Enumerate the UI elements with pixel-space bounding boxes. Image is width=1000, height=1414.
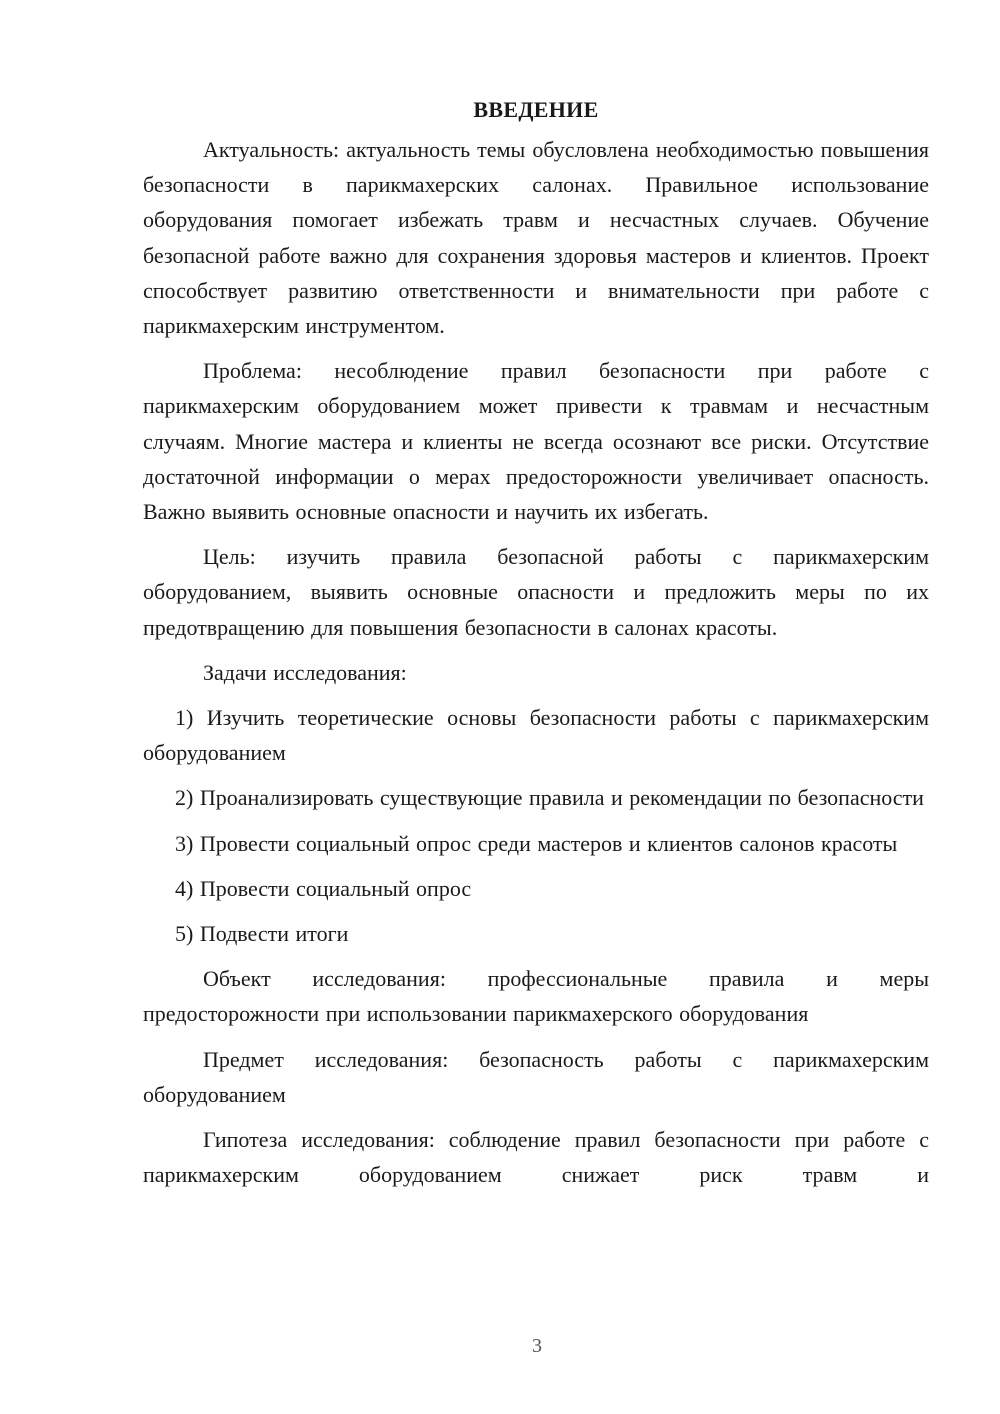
tasks-heading: Задачи исследования: bbox=[203, 659, 407, 685]
section-title: ВВЕДЕНИЕ bbox=[473, 97, 599, 122]
task-item: 1) Изучить теоретические основы безопасности работы с парикмахерским оборудованием bbox=[143, 705, 929, 766]
paragraph-problem: Проблема: несоблюдение правил безопасности при работе с парикмахерским оборудованием может привести к травмам и несчастным случаям. Многие мастера и клиенты не всегда осознают все риски. Отсутствие достаточной информации о мерах предосторожности увеличивает опасность. Важно выявить основные опасности и научить их избегать. bbox=[143, 358, 929, 525]
paragraph-relevance: Актуальность: актуальность темы обусловлена необходимостью повышения безопасности в парикмахерских салонах. Правильное использование оборудования помогает избежать травм и несчастных случаев. Обучение безопасной работе важно для сохранения здоровья мастеров и клиентов. Проект способствует развитию ответственности и внимательности при работе с парикмахерским инструментом. bbox=[143, 137, 929, 339]
task-item: 3) Провести социальный опрос среди мастеров и клиентов салонов красоты bbox=[175, 830, 898, 856]
task-item: 5) Подвести итоги bbox=[175, 921, 349, 947]
paragraph-hypothesis: Гипотеза исследования: соблюдение правил безопасности при работе с парикмахерским оборудованием снижает риск травм и bbox=[143, 1127, 929, 1188]
task-item: 4) Провести социальный опрос bbox=[175, 875, 472, 901]
document-page bbox=[143, 92, 929, 1202]
paragraph-object: Объект исследования: профессиональные правила и меры предосторожности при использовании парикмахерского оборудования bbox=[143, 966, 929, 1027]
page-number: 3 bbox=[532, 1335, 542, 1357]
paragraph-subject: Предмет исследования: безопасность работы с парикмахерским оборудованием bbox=[143, 1046, 929, 1107]
paragraph-goal: Цель: изучить правила безопасной работы с парикмахерским оборудованием, выявить основные опасности и предложить меры по их предотвращению для повышения безопасности в салонах красоты. bbox=[143, 544, 929, 640]
task-item: 2) Проанализировать существующие правила и рекомендации по безопасности bbox=[175, 785, 924, 811]
